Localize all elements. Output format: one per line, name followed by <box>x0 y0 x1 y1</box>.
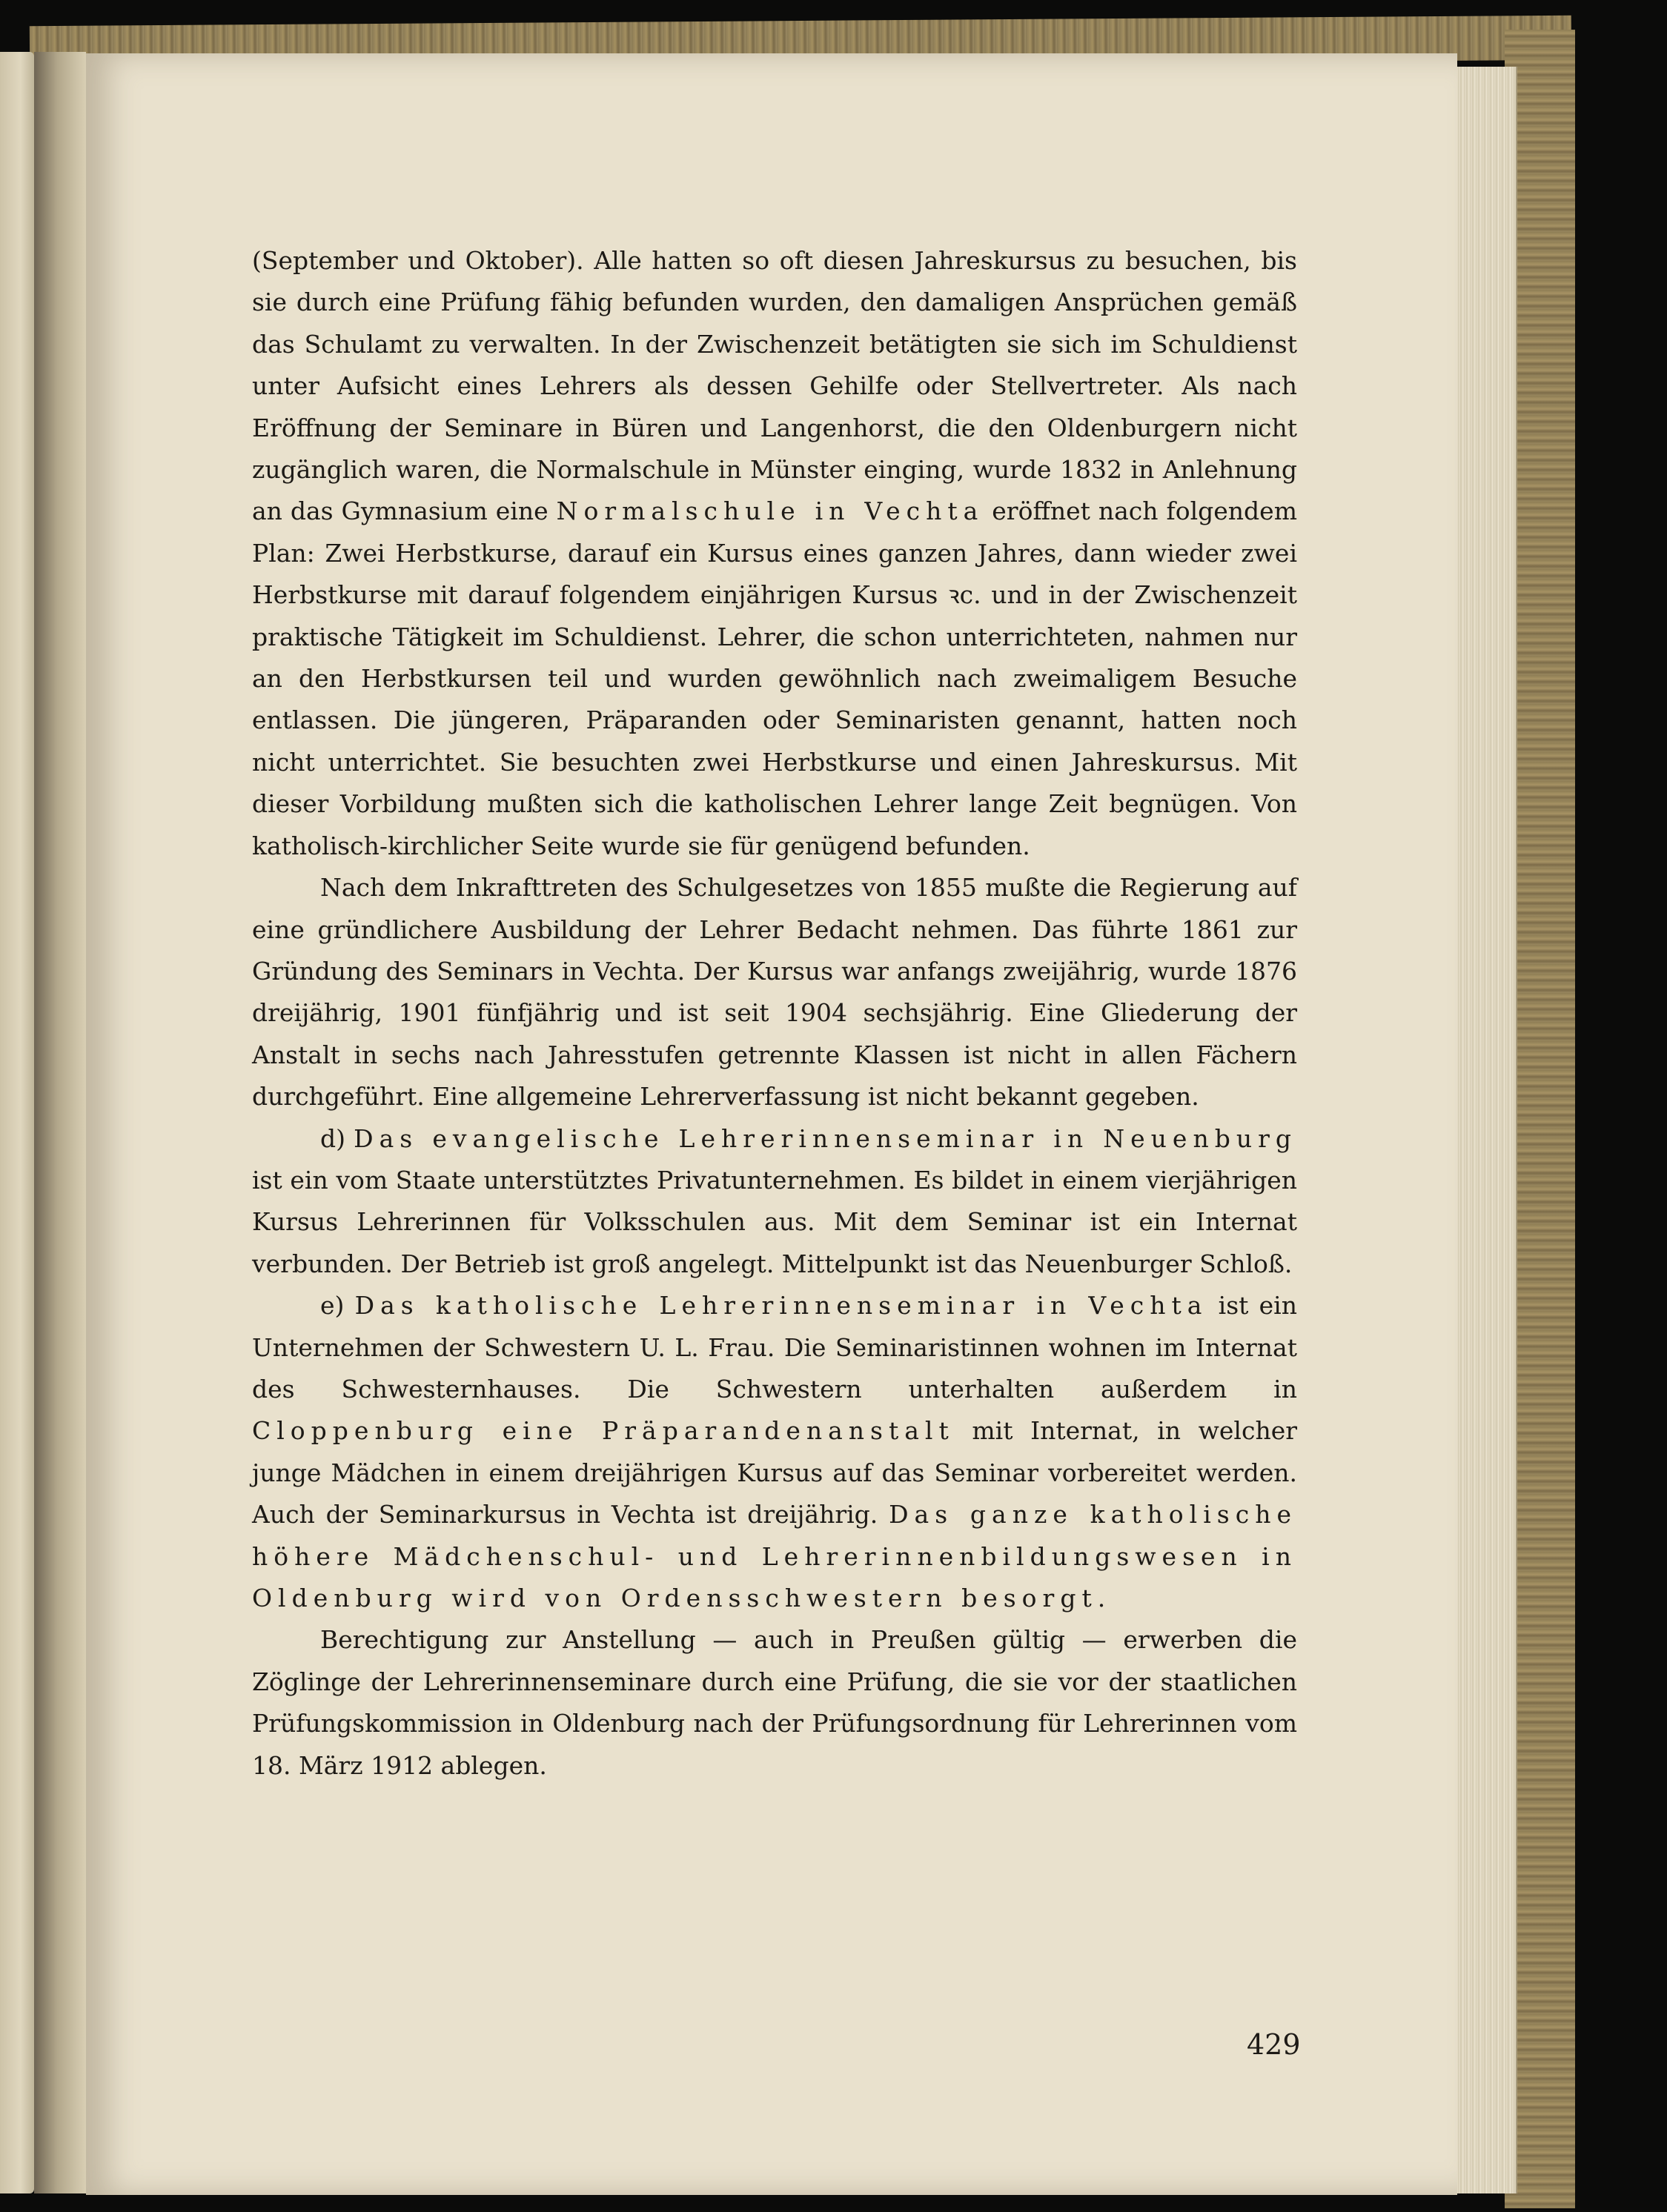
spaced-emphasis: Das evangelische Lehrerinnenseminar in Neuenburg <box>354 1123 1297 1153</box>
text-run: d) <box>320 1123 354 1153</box>
spaced-emphasis: Das ganze katholische höhere Mädchenschul- und Lehrerinnenbildungswesen in Oldenburg wird von Ordensschwestern besorgt. <box>252 1500 1297 1612</box>
left-page-edge <box>0 52 34 2193</box>
body-text <box>252 240 1297 1787</box>
paragraph-2 <box>252 867 1297 1117</box>
book-page <box>86 53 1457 2195</box>
text-run: ist ein vom Staate unterstütztes Privatunternehmen. Es bildet in einem vierjährigen Kursus Lehrerinnen für Volksschulen aus. Mit dem Seminar ist ein Internat verbunden. Der Betrieb ist groß angelegt. Mittelpunkt ist das Neuenburger Schloß. <box>252 1165 1297 1278</box>
text-run: Berechtigung zur Anstellung — auch in Preußen gültig — erwerben die Zöglinge der Lehrerinnenseminare durch eine Prüfung, die sie vor der staatlichen Prüfungskommission in Oldenburg nach der Prüfungsordnung für Lehrerinnen vom 18. März 1912 ablegen. <box>252 1625 1297 1780</box>
spaced-emphasis: Normalschule in Vechta <box>556 496 984 526</box>
spaced-emphasis: Cloppenburg eine Präparandenanstalt <box>252 1416 955 1446</box>
text-run: mit Internat, in welcher junge Mädchen in einem dreijährigen Kursus auf das Seminar vorbereitet werden. Auch der Seminarkursus in Vechta ist dreijährig. <box>252 1416 1297 1530</box>
page-number: 429 <box>1247 2028 1301 2061</box>
spaced-emphasis: Das katholische Lehrerinnenseminar in Vechta <box>354 1291 1208 1321</box>
text-run: ist ein Unternehmen der Schwestern U. L. Frau. Die Seminaristinnen wohnen im Internat des Schwesternhauses. Die Schwestern unterhalten außerdem in <box>252 1291 1297 1404</box>
page-stack-edges <box>1453 67 1517 2193</box>
paragraph-5 <box>252 1619 1297 1787</box>
paragraph-4 <box>252 1285 1297 1619</box>
text-run: e) <box>320 1291 355 1321</box>
paragraph-1 <box>252 240 1297 867</box>
text-run: eröffnet nach folgendem Plan: Zwei Herbstkurse, darauf ein Kursus eines ganzen Jahres, dann wieder zwei Herbstkurse mit darauf folgendem einjährigen Kursus ꝛc. und in der Zwischenzeit praktische Tätigkeit im Schuldienst. Lehrer, die schon unterrichteten, nahmen nur an den Herbstkursen teil und wurden gewöhnlich nach zweimaligem Besuche entlassen. Die jüngeren, Präparanden oder Seminaristen genannt, hatten noch nicht unterrichtet. Sie besuchten zwei Herbstkurse und einen Jahreskursus. Mit dieser Vorbildung mußten sich die katholischen Lehrer lange Zeit begnügen. Von katholisch-kirchlicher Seite wurde sie für genügend befunden. <box>252 496 1297 860</box>
paragraph-3 <box>252 1118 1297 1286</box>
gutter-shadow <box>34 52 86 2193</box>
text-run: Nach dem Inkrafttreten des Schulgesetzes von 1855 mußte die Regierung auf eine gründlichere Ausbildung der Lehrer Bedacht nehmen. Das führte 1861 zur Gründung des Seminars in Vechta. Der Kursus war anfangs zweijährig, wurde 1876 dreijährig, 1901 fünfjährig und ist seit 1904 sechsjährig. Eine Gliederung der Anstalt in sechs nach Jahresstufen getrennte Klassen ist nicht in allen Fächern durchgeführt. Eine allgemeine Lehrerverfassung ist nicht bekannt gegeben. <box>252 873 1297 1112</box>
text-run: (September und Oktober). Alle hatten so oft diesen Jahreskursus zu besuchen, bis sie durch eine Prüfung fähig befunden wurden, den damaligen Ansprüchen gemäß das Schulamt zu verwalten. In der Zwischenzeit betätigten sie sich im Schuldienst unter Aufsicht eines Lehrers als dessen Gehilfe oder Stellvertreter. Als nach Eröffnung der Seminare in Büren und Langenhorst, die den Oldenburgern nicht zugänglich waren, die Normalschule in Münster einging, wurde 1832 in Anlehnung an das Gymnasium eine <box>252 246 1297 526</box>
